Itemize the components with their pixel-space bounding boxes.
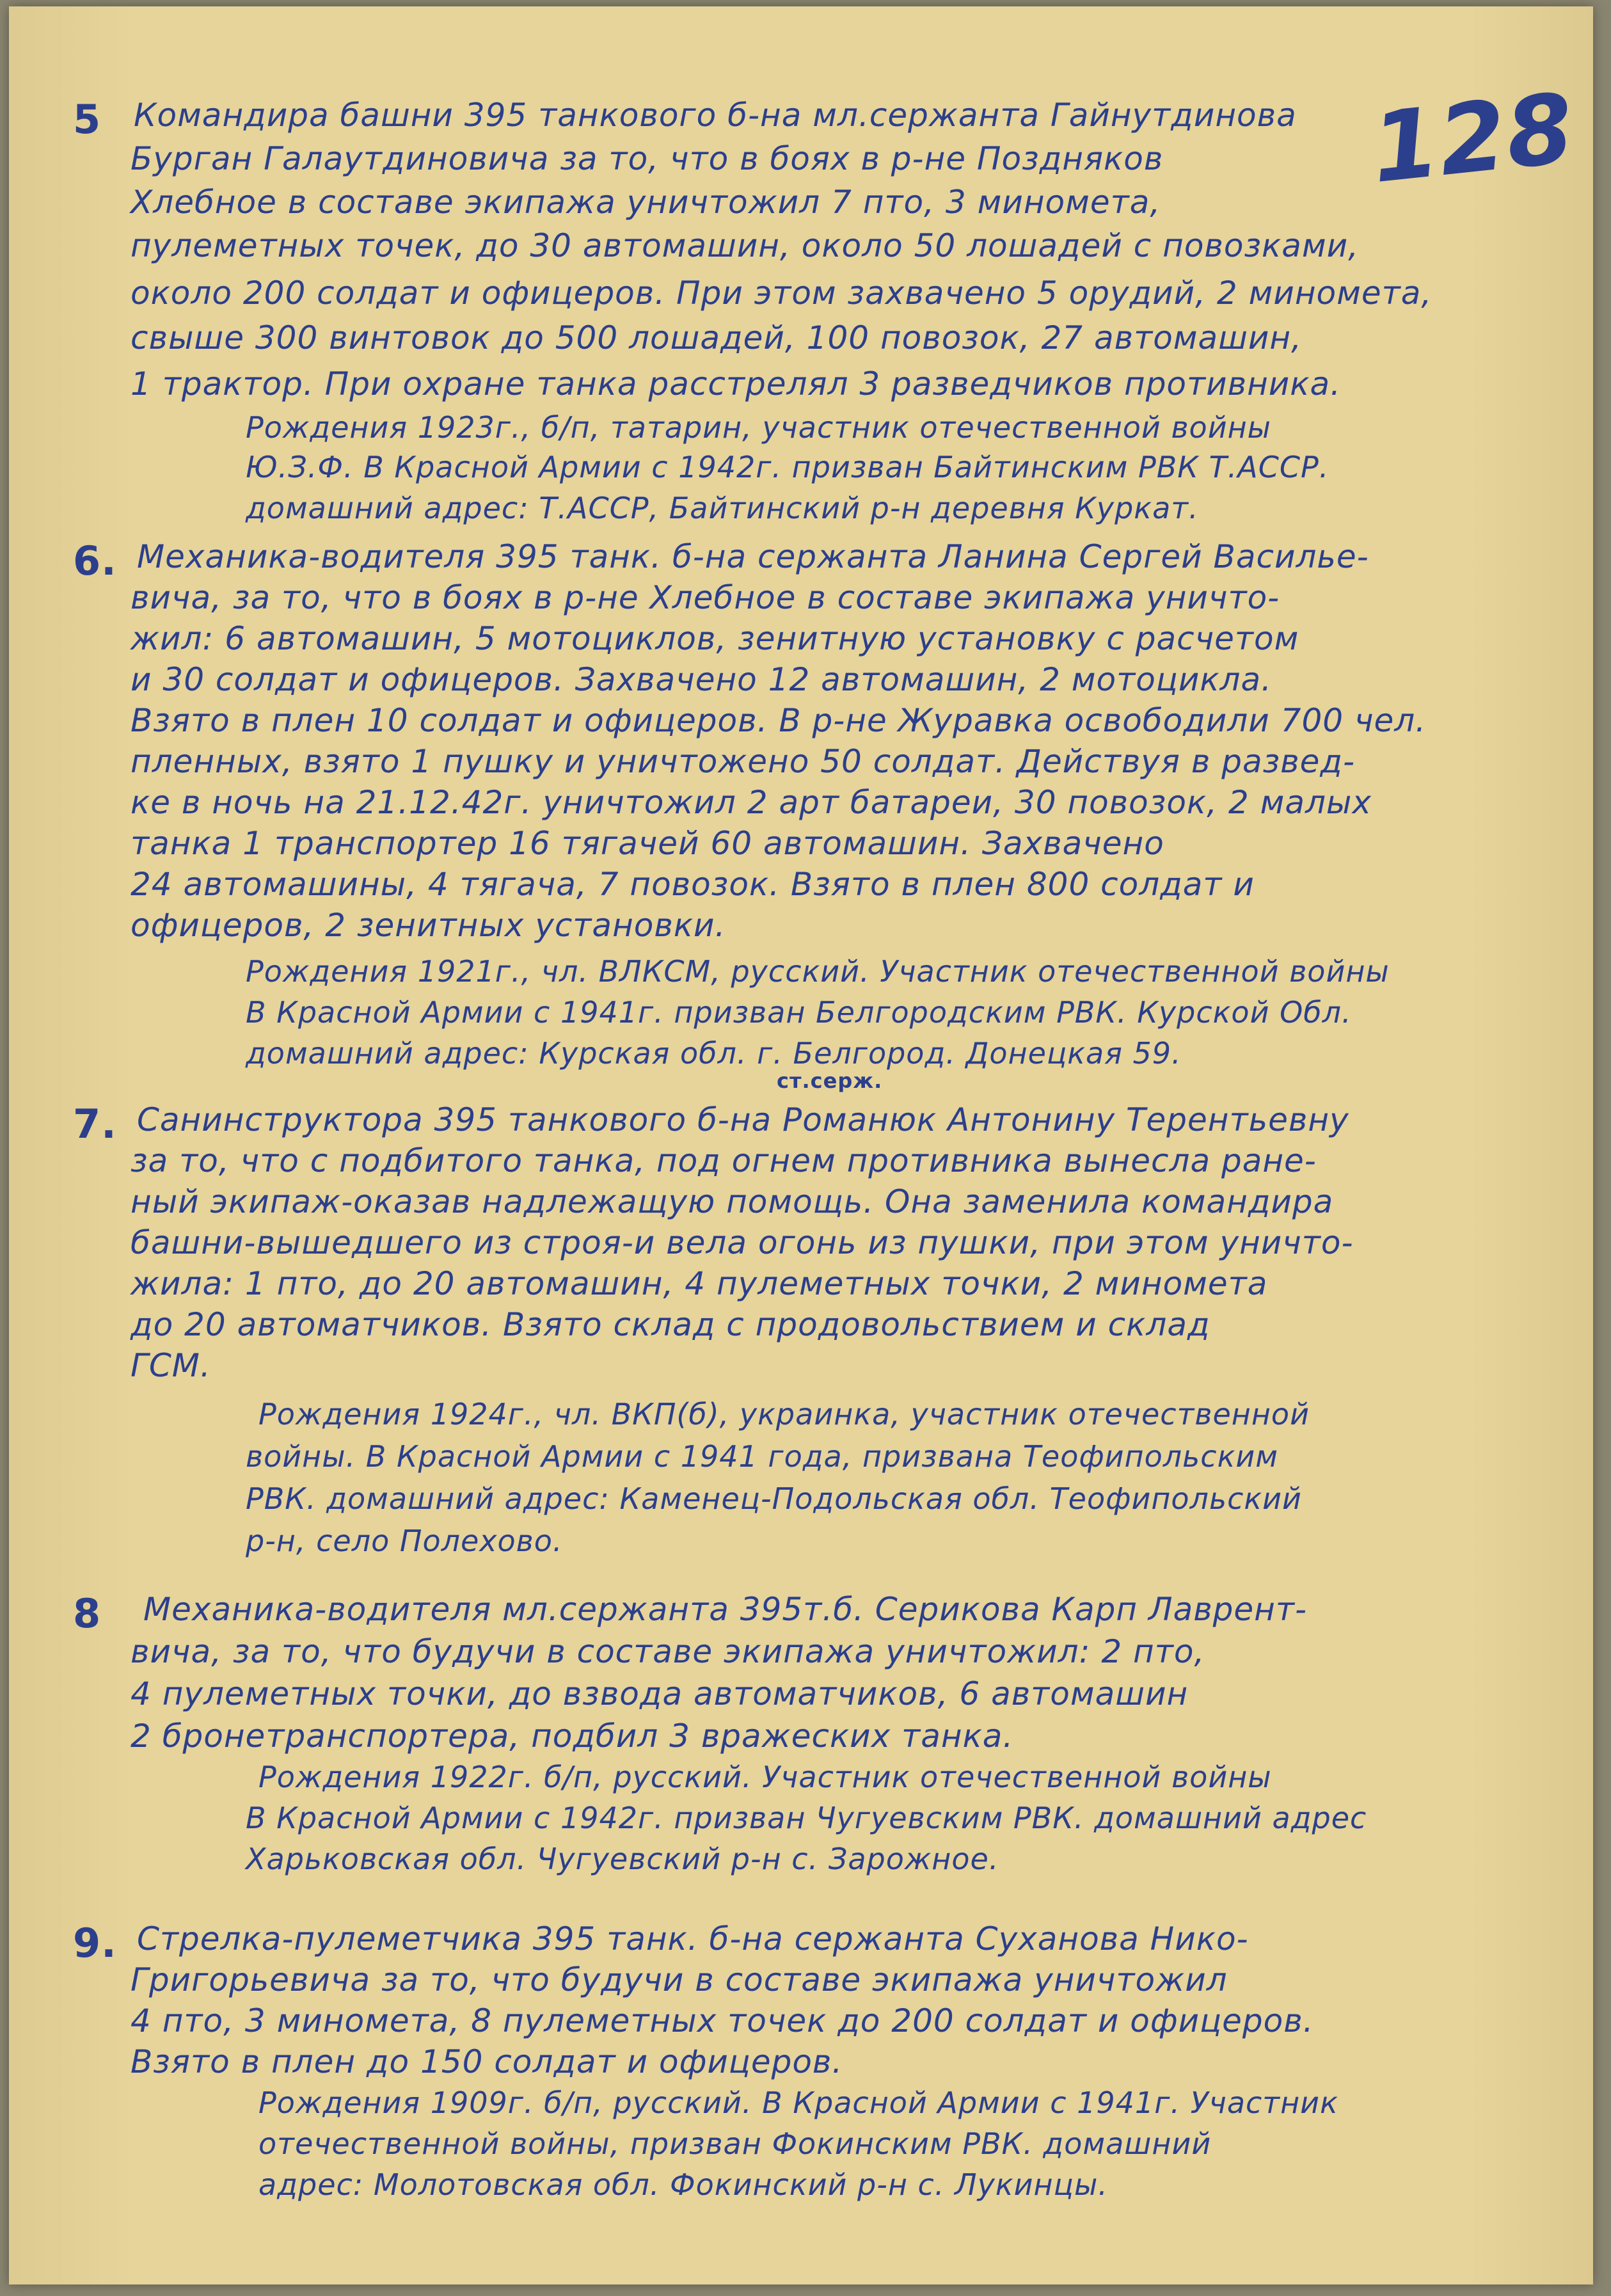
entry-line: пулеметных точек, до 30 автомашин, около 50 лошадей с повозками, — [131, 227, 1360, 264]
entry-line: за то, что с подбитого танка, под огнем противника вынесла ране- — [131, 1142, 1317, 1179]
document-page — [9, 6, 1593, 2284]
bio-line: В Красной Армии с 1942г. призван Чугуевским РВК. домашний адрес — [246, 1801, 1367, 1835]
bio-line: Рождения 1909г. б/п, русский. В Красной Армии с 1941г. Участник — [258, 2085, 1338, 2120]
rank-note: ст.серж. — [777, 1069, 883, 1093]
entry-line: вича, за то, что в боях в р-не Хлебное в составе экипажа уничто- — [131, 579, 1280, 616]
entry-line: башни-вышедшего из строя-и вела огонь из пушки, при этом уничто- — [131, 1224, 1354, 1261]
entry-line: вича, за то, что будучи в составе экипажа уничтожил: 2 пто, — [131, 1633, 1205, 1670]
entry-line: Взято в плен 10 солдат и офицеров. В р-не Журавка освободили 700 чел. — [131, 702, 1427, 739]
entry-line: 2 бронетранспортера, подбил 3 вражеских танка. — [131, 1718, 1014, 1755]
bio-line: отечественной войны, призван Фокинским РВК. домашний — [258, 2126, 1212, 2161]
bio-line: В Красной Армии с 1941г. призван Белгородским РВК. Курской Обл. — [246, 995, 1352, 1030]
entry-number: 6. — [73, 538, 117, 584]
entry-line: Санинструктора 395 танкового б-на Романюк Антонину Терентьевну — [137, 1101, 1349, 1138]
entry-line: ке в ночь на 21.12.42г. уничтожил 2 арт батареи, 30 повозок, 2 малых — [131, 784, 1372, 821]
bio-line: Рождения 1923г., б/п, татарин, участник отечественной войны — [246, 410, 1271, 445]
entry-line: до 20 автоматчиков. Взято склад с продовольствием и склад — [131, 1306, 1210, 1343]
entry-number: 9. — [73, 1920, 117, 1966]
entry-line: Командира башни 395 танкового б-на мл.сержанта Гайнутдинова — [134, 97, 1297, 134]
entry-line: Григорьевича за то, что будучи в составе экипажа уничтожил — [131, 1961, 1228, 1998]
entry-line: 24 автомашины, 4 тягача, 7 повозок. Взято в плен 800 солдат и — [131, 866, 1255, 903]
entry-line: танка 1 транспортер 16 тягачей 60 автомашин. Захвачено — [131, 825, 1164, 862]
bio-line: Рождения 1924г., чл. ВКП(б), украинка, участник отечественной — [258, 1397, 1310, 1431]
entry-line: Стрелка-пулеметчика 395 танк. б-на сержанта Суханова Нико- — [137, 1920, 1249, 1957]
page-number: 128 — [1366, 72, 1580, 205]
entry-line: Взято в плен до 150 солдат и офицеров. — [131, 2043, 843, 2080]
entry-line: офицеров, 2 зенитных установки. — [131, 907, 726, 944]
bio-line: домашний адрес: Т.АССР, Байтинский р-н деревня Куркат. — [246, 491, 1199, 525]
entry-line: Хлебное в составе экипажа уничтожил 7 пто, 3 миномета, — [131, 184, 1161, 221]
entry-line: Механика-водителя 395 танк. б-на сержанта Ланина Сергей Василье- — [137, 538, 1369, 575]
entry-line: около 200 солдат и офицеров. При этом захвачено 5 орудий, 2 миномета, — [131, 275, 1432, 312]
entry-line: пленных, взято 1 пушку и уничтожено 50 солдат. Действуя в развед- — [131, 743, 1356, 780]
entry-line: ный экипаж-оказав надлежащую помощь. Она заменила командира — [131, 1183, 1334, 1220]
entry-line: Бурган Галаутдиновича за то, что в боях в р-не Поздняков — [131, 140, 1164, 177]
entry-line: 1 трактор. При охране танка расстрелял 3 разведчиков противника. — [131, 365, 1342, 403]
entry-line: и 30 солдат и офицеров. Захвачено 12 автомашин, 2 мотоцикла. — [131, 661, 1273, 698]
bio-line: Рождения 1921г., чл. ВЛКСМ, русский. Участник отечественной войны — [246, 954, 1390, 989]
entry-line: свыше 300 винтовок до 500 лошадей, 100 повозок, 27 автомашин, — [131, 319, 1302, 356]
entry-number: 5 — [73, 96, 102, 143]
entry-line: жил: 6 автомашин, 5 мотоциклов, зенитную установку с расчетом — [131, 620, 1299, 657]
entry-number: 8 — [73, 1590, 102, 1637]
entry-line: ГСМ. — [131, 1347, 211, 1384]
bio-line: войны. В Красной Армии с 1941 года, призвана Теофипольским — [246, 1439, 1278, 1474]
entry-line: 4 пто, 3 миномета, 8 пулеметных точек до 200 солдат и офицеров. — [131, 2002, 1314, 2039]
bio-line: Рождения 1922г. б/п, русский. Участник отечественной войны — [258, 1760, 1272, 1794]
bio-line: домашний адрес: Курская обл. г. Белгород. Донецкая 59. — [246, 1036, 1182, 1071]
bio-line: р-н, село Полехово. — [246, 1524, 563, 1558]
bio-line: РВК. домашний адрес: Каменец-Подольская обл. Теофипольский — [246, 1481, 1302, 1516]
bio-line: Харьковская обл. Чугуевский р-н с. Зарожное. — [246, 1842, 999, 1876]
entry-line: Механика-водителя мл.сержанта 395т.б. Серикова Карп Лаврент- — [143, 1591, 1308, 1628]
bio-line: Ю.З.Ф. В Красной Армии с 1942г. призван Байтинским РВК Т.АССР. — [246, 450, 1329, 484]
bio-line: адрес: Молотовская обл. Фокинский р-н с. Лукинцы. — [258, 2167, 1108, 2202]
entry-line: жила: 1 пто, до 20 автомашин, 4 пулеметных точки, 2 миномета — [131, 1265, 1268, 1302]
entry-line: 4 пулеметных точки, до взвода автоматчиков, 6 автомашин — [131, 1675, 1189, 1712]
entry-number: 7. — [73, 1101, 117, 1147]
